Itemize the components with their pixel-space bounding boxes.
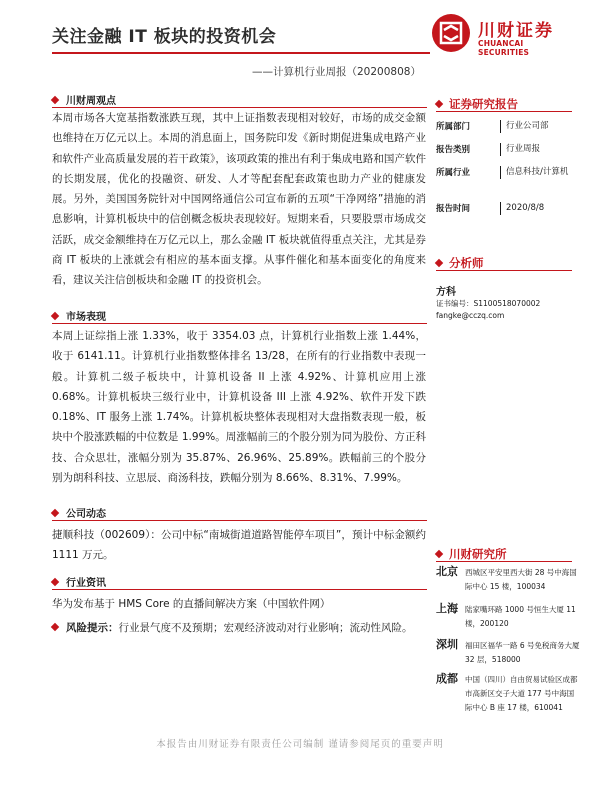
office-address: 西城区平安里西大街 28 号中海国际中心 15 楼，100034 — [465, 568, 577, 591]
diamond-bullet-icon — [51, 312, 59, 320]
diamond-bullet-icon — [51, 509, 59, 517]
diamond-bullet-icon — [435, 259, 443, 267]
section-heading-weekly-view: 川财周观点 — [52, 92, 116, 107]
office-city: 北京 — [436, 565, 458, 578]
report-info-key: 报告类别 — [436, 145, 471, 155]
report-info-key: 所属行业 — [436, 168, 471, 178]
diamond-bullet-icon — [435, 100, 443, 108]
office-address: 陆家嘴环路 1000 号恒生大厦 11 楼，200120 — [465, 605, 576, 628]
diamond-bullet-icon — [435, 550, 443, 558]
section-rule — [52, 589, 427, 590]
company-logo — [432, 14, 572, 57]
logo-english-name: CHUANCAI SECURITIES — [478, 39, 530, 57]
industry-news-paragraph: 华为发布基于 HMS Core 的直播间解决方案（中国软件网） — [52, 598, 331, 610]
market-paragraph: 本周上证综指上涨 1.33%，收于 3354.03 点，计算机行业指数上涨 1.44%，收于 6141.11。计算机行业指数整体排名 13/28，在所有的行业指数中表现一般。计算机二级子板块中，计算机设备 II 上涨 4.92%、计算机应用上涨 0.68%。计算机板块三级行业中，计算机设备 III 上涨 4.92%、软件开发下跌 0.18%、IT 服务上涨 1.74%。计算机板块整体表现相对大盘指数表现一般，板块中个股涨跌幅的中位数是 1.99%。周涨幅前三的个股分别为同为股份、方正科技、合众思壮，涨幅分别为 35.87%、26.96%、25.89%。跌幅前三的个股分别为朗科科技、立思辰、商汤科技，跌幅分别为 8.66%、8.31%、7.99%。 — [52, 330, 426, 485]
report-info-value: 2020/8/8 — [500, 202, 578, 215]
analyst-rule — [436, 270, 572, 271]
risk-warning-label: 风险提示： — [66, 622, 119, 634]
analyst-name: 方科 — [436, 287, 456, 298]
page-footer: 本报告由川财证券有限责任公司编制 谨请参阅尾页的重要声明 — [156, 739, 444, 750]
report-subtitle: ——计算机行业周报（20200808） — [252, 66, 421, 78]
report-info-heading: 证券研究报告 — [436, 96, 518, 112]
office-city: 上海 — [436, 602, 458, 615]
analyst-heading: 分析师 — [436, 255, 484, 271]
weekly-view-paragraph: 本周市场各大宽基指数涨跌互现，其中上证指数表现相对较好，市场的成交金额也维持在万亿元以上。本周的消息面上，国务院印发《新时期促进集成电路产业和软件产业高质量发展的若干政策》，该项政策的推出有利于集成电路和国产软件的长期发展，优化的投融资、研发、人才等配套配套政策也助力产业的健康发展。另外，美国国务院针对中国网络通信公司宣布新的五项“干净网络”措施的消息影响，计算机板块中的信创概念板块表现较好。短期来看，只要股票市场成交活跃，成交金额维持在万亿元以上，那么金融 IT 板块就值得重点关注，尤其是券商 IT 板块的上涨就会有相应的基本面支撑。从事件催化和基本面变化的角度来看，建议关注信创板块和金融 IT 的投资机会。 — [52, 112, 426, 287]
risk-warning-text: 行业景气度不及预期；宏观经济波动对行业影响；流动性风险。 — [118, 622, 413, 634]
section-heading-industry-news: 行业资讯 — [52, 574, 106, 589]
company-news-paragraph: 捷顺科技（002609）：公司中标“南城街道道路智能停车项目”，预计中标金额约 1111 万元。 — [52, 529, 426, 562]
logo-mark-icon — [432, 14, 470, 52]
report-info-value: 行业公司部 — [500, 120, 578, 133]
report-info-rule — [436, 111, 572, 112]
section-rule — [52, 323, 427, 324]
report-info-value: 信息科技/计算机 — [500, 166, 578, 179]
report-title: 关注金融 IT 板块的投资机会 — [52, 27, 277, 47]
office-address: 福田区福华一路 6 号免税商务大厦 32 层，518000 — [465, 641, 580, 664]
office-city: 深圳 — [436, 638, 458, 651]
institute-rule — [436, 561, 572, 562]
office-address: 中国（四川）自由贸易试验区成都市高新区交子大道 177 号中海国际中心 B 座 17 楼，610041 — [465, 675, 578, 712]
report-info-key: 所属部门 — [436, 122, 471, 132]
logo-name: 川财证券 — [478, 21, 554, 41]
diamond-bullet-icon — [51, 578, 59, 586]
section-heading-company-news: 公司动态 — [52, 505, 106, 520]
section-rule — [52, 520, 427, 521]
risk-warning — [52, 618, 426, 638]
report-info-value: 行业周报 — [500, 143, 578, 156]
diamond-bullet-icon — [51, 96, 59, 104]
report-info-key: 报告时间 — [436, 204, 471, 214]
header-rule — [52, 52, 430, 54]
analyst-cert: 证书编号：S1100518070002 — [436, 299, 541, 308]
institute-heading: 川财研究所 — [436, 546, 507, 562]
section-heading-market: 市场表现 — [52, 308, 106, 323]
diamond-bullet-icon — [51, 623, 59, 631]
office-city: 成都 — [436, 672, 458, 685]
analyst-email[interactable]: fangke@cczq.com — [436, 311, 505, 320]
